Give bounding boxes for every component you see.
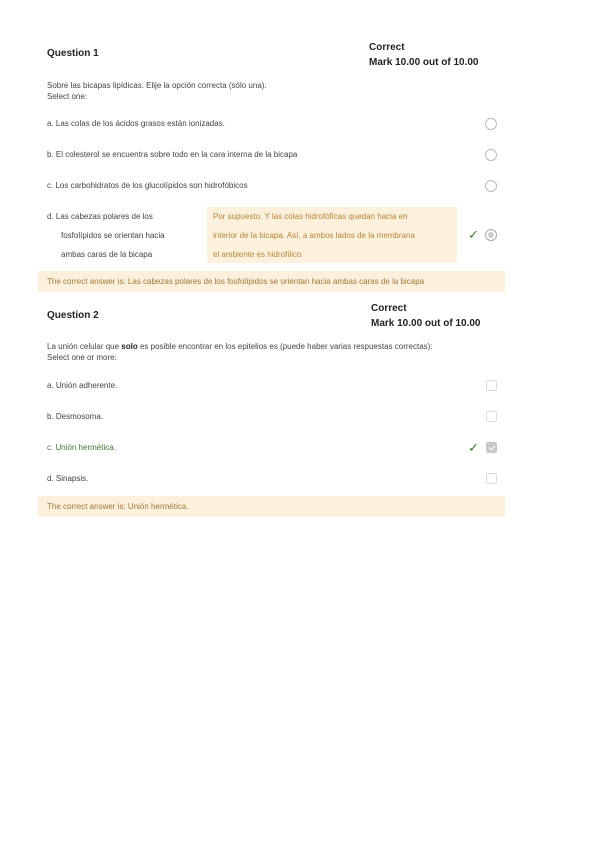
question-1-title: Question 1 [47, 48, 99, 59]
q1-option-c-label: c. Los carbohidratos de los glucolípidos son hidrofóbicos [47, 181, 248, 190]
q1-option-d-label [47, 207, 165, 264]
check-icon: ✓ [468, 227, 479, 242]
question-1-select-label: Select one: [47, 92, 88, 101]
q1-option-d-line1: d. Las cabezas polares de los [47, 212, 153, 221]
q1-option-d[interactable] [38, 207, 505, 263]
question-2 [38, 301, 505, 363]
question-1 [38, 40, 505, 102]
q1-option-b-label: b. El colesterol se encuentra sobre todo en la cara interna de la bicapa [47, 150, 298, 159]
q1-feedback-line2: interior de la bicapa. Así, a ambos lados de la membrana [213, 231, 415, 240]
q2-option-b-label: b. Desmosoma. [47, 412, 104, 421]
question-1-header [38, 40, 505, 80]
q1-option-a[interactable] [38, 117, 505, 131]
q2-option-d[interactable] [38, 472, 505, 486]
question-2-text [38, 341, 505, 352]
question-2-text-bold: solo [121, 342, 138, 351]
question-2-select-label: Select one or more: [47, 353, 117, 362]
q1-option-d-line3: ambas caras de la bicapa [61, 250, 153, 259]
q2-correct-answer: The correct answer is: Unión hermética. [38, 496, 505, 517]
q1-option-c[interactable] [38, 179, 505, 193]
q2-option-a[interactable] [38, 379, 505, 393]
question-2-title: Question 2 [47, 310, 99, 321]
q2-option-d-label: d. Sinapsis. [47, 474, 89, 483]
q1-option-d-radio[interactable] [485, 229, 497, 241]
q1-feedback-line3: el ambiente es hidrofílico [213, 250, 302, 259]
q2-option-b[interactable] [38, 410, 505, 424]
question-2-text-post: es posible encontrar en los epitelios es (puede haber varias respuestas correctas): [137, 342, 433, 351]
q2-option-d-checkbox[interactable] [486, 473, 497, 484]
q1-option-b[interactable] [38, 148, 505, 162]
q2-option-c-checkbox[interactable] [486, 442, 497, 453]
question-2-status-label: Correct [371, 303, 407, 314]
q1-option-b-radio[interactable] [485, 149, 497, 161]
question-1-status-label: Correct [369, 42, 405, 53]
q1-option-a-radio[interactable] [485, 118, 497, 130]
question-1-mark: Mark 10.00 out of 10.00 [369, 57, 479, 68]
q1-option-d-line2: fosfolípidos se orientan hacia [61, 231, 165, 240]
question-2-header [38, 301, 505, 341]
question-2-status [371, 301, 481, 331]
q2-option-a-label: a. Unión adherente. [47, 381, 118, 390]
q1-feedback-line1: Por supuesto. Y las colas hidrofóficas quedan hacia en [213, 212, 408, 221]
q1-option-d-feedback [207, 207, 457, 263]
q1-option-a-label: a. Las colas de los ácidos grasos están ionizadas. [47, 119, 225, 128]
question-1-status [369, 40, 479, 70]
q2-option-c[interactable] [38, 441, 505, 455]
check-icon: ✓ [468, 440, 479, 455]
question-2-text-pre: La unión celular que [47, 342, 122, 351]
question-1-text: Sobre las bicapas lipídicas. Elije la opción correcta (sólo una). [47, 81, 267, 90]
q1-correct-answer: The correct answer is: Las cabezas polares de los fosfolípidos se orientan hacia ambas caras de la bicapa [38, 271, 505, 292]
q2-option-a-checkbox[interactable] [486, 380, 497, 391]
q2-option-b-checkbox[interactable] [486, 411, 497, 422]
question-2-mark: Mark 10.00 out of 10.00 [371, 318, 481, 329]
q2-option-c-label: c. Unión hermética. [47, 443, 116, 452]
q1-option-c-radio[interactable] [485, 180, 497, 192]
